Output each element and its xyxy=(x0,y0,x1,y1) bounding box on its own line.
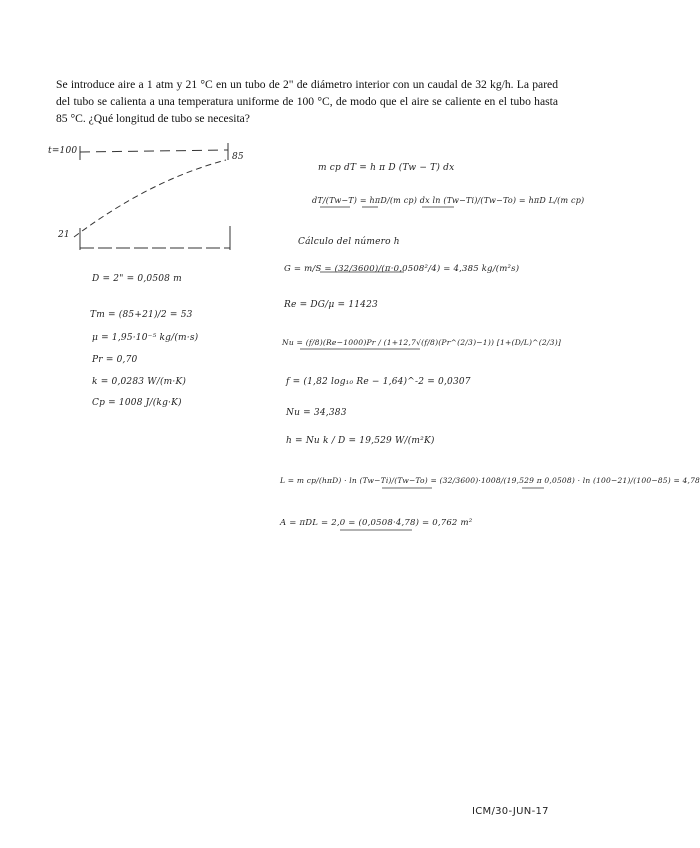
nusselt-value: Nu = 34,383 xyxy=(286,408,347,418)
length-equation: L = m cp/(hπD) · ln (Tw−Ti)/(Tw−To) = (32/3600)·1008/(19,529 π 0,0508) · ln (100−21)/(100−85) = 4,78 xyxy=(280,476,700,485)
tube-top-wall xyxy=(80,150,228,152)
mass-flux: G = m/S = (32/3600)/(π·0,0508²/4) = 4,385 kg/(m²s) xyxy=(284,264,520,274)
viscosity: μ = 1,95·10⁻⁵ kg/(m·s) xyxy=(92,333,199,343)
energy-balance: m cp dT = h π D (Tw − T) dx xyxy=(318,163,455,173)
document-code: ICM/30-JUN-17 xyxy=(472,806,549,817)
friction-factor: f = (1,82 log₁₀ Re − 1,64)^-2 = 0,0307 xyxy=(286,377,471,387)
integrated-balance: dT/(Tw−T) = hπD/(m cp) dx ln (Tw−Ti)/(Tw−To) = hπD L/(m cp) xyxy=(312,196,585,205)
conductivity: k = 0,0283 W/(m·K) xyxy=(92,377,187,387)
outlet-temp-label: 85 xyxy=(232,152,244,162)
mean-temp: Tm = (85+21)/2 = 53 xyxy=(90,310,193,320)
conductance-heading: Cálculo del número h xyxy=(298,237,400,247)
diameter-note: D = 2" = 0,0508 m xyxy=(92,274,182,284)
inlet-temp-label: 21 xyxy=(58,230,70,240)
temperature-profile-curve xyxy=(74,160,226,237)
specific-heat: Cp = 1008 J/(kg·K) xyxy=(92,398,182,408)
heat-coefficient: h = Nu k / D = 19,529 W/(m²K) xyxy=(286,436,435,446)
prandtl: Pr = 0,70 xyxy=(92,355,138,365)
problem-statement: Se introduce aire a 1 atm y 21 °C en un tubo de 2" de diámetro interior con un caudal de 32 kg/h. La pared del tubo se calienta a una temperatura uniforme de 100 °C, de modo que el aire se caliente en el tubo hasta 85 °C. ¿Qué longitud de tubo se necesita? xyxy=(56,78,558,125)
area-equation: A = πDL = 2,0 = (0,0508·4,78) = 0,762 m² xyxy=(280,518,473,528)
nusselt-eq: Nu = (f/8)(Re−1000)Pr / (1+12,7√(f/8)(Pr^(2/3)−1)) [1+(D/L)^(2/3)] xyxy=(282,338,562,347)
reynolds: Re = DG/μ = 11423 xyxy=(284,300,378,310)
wall-temp-label: t=100 xyxy=(48,146,78,156)
